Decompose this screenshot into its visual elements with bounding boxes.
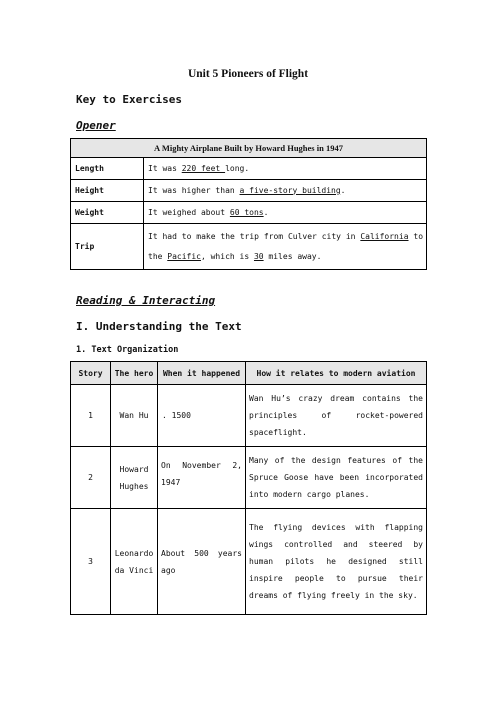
row-value-height: It was higher than a five-story building.: [144, 180, 427, 202]
row-value-length: It was 220 feet long.: [144, 158, 427, 180]
cell-relation: Wan Hu’s crazy dream contains the principles of rocket-powered spaceflight.: [246, 385, 427, 447]
header-relation: How it relates to modern aviation: [246, 362, 427, 385]
understanding-heading: I. Understanding the Text: [76, 320, 242, 333]
row-label-length: Length: [71, 158, 144, 180]
cell-hero: Leonardo da Vinci: [111, 509, 158, 615]
cell-story: 1: [71, 385, 111, 447]
organization-table: [70, 361, 427, 615]
opener-table-caption: A Mighty Airplane Built by Howard Hughes in 1947: [71, 139, 427, 158]
key-heading: Key to Exercises: [76, 93, 182, 106]
cell-story: 2: [71, 447, 111, 509]
row-label-height: Height: [71, 180, 144, 202]
row-value-trip: It had to make the trip from Culver city in California to the Pacific, which is 30 miles away.: [144, 224, 427, 270]
row-label-trip: Trip: [71, 224, 144, 270]
header-when: When it happened: [158, 362, 246, 385]
cell-hero: Howard Hughes: [111, 447, 158, 509]
cell-story: 3: [71, 509, 111, 615]
table-row: [71, 447, 427, 509]
cell-when: About 500 years ago: [158, 509, 246, 615]
cell-when: . 1500: [158, 385, 246, 447]
opener-heading: Opener: [76, 119, 116, 132]
row-label-weight: Weight: [71, 202, 144, 224]
organization-heading: 1. Text Organization: [76, 345, 179, 355]
cell-relation: Many of the design features of the Spruce Goose have been incorporated into modern cargo planes.: [246, 447, 427, 509]
cell-hero: Wan Hu: [111, 385, 158, 447]
row-value-weight: It weighed about 60 tons.: [144, 202, 427, 224]
page-title: Unit 5 Pioneers of Flight: [187, 68, 309, 80]
header-hero: The hero: [111, 362, 158, 385]
table-row: [71, 385, 427, 447]
opener-table: [70, 138, 427, 270]
table-row: [71, 509, 427, 615]
cell-relation: The flying devices with flapping wings controlled and steered by human pilots he designed still inspire people to pursue their dreams of flying freely in the sky.: [246, 509, 427, 615]
header-story: Story: [71, 362, 111, 385]
cell-when: On November 2, 1947: [158, 447, 246, 509]
reading-heading: Reading & Interacting: [76, 294, 216, 307]
